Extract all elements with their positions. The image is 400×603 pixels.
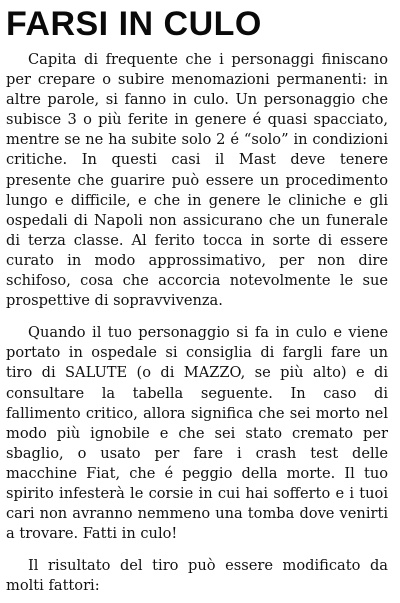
paragraph-injuries-intro: Capita di frequente che i personaggi finiscano per crepare o subire menomazioni permanenti: in altre parole, si fanno in culo. Un personaggio che subisce 3 o più ferite in genere é quasi spacciato, mentre se ne ha subite solo 2 é “solo” in condizioni critiche. In questi casi il Mast deve tenere presente che guarire può essere un procedimento lungo e difficile, e che in genere le cliniche e gli ospedali di Napoli non assicurano che un funerale di terza classe. Al ferito tocca in sorte di essere curato in modo approssimativo, per non dire schifoso, cosa che accorcia notevolmente le sue prospettive di sopravvivenza. [6, 51, 388, 310]
paragraph-hospital-roll: Quando il tuo personaggio si fa in culo e viene portato in ospedale si consiglia di fargli fare un tiro di SALUTE (o di MAZZO, se più alto) e di consultare la tabella seguente. In caso di fallimento critico, allora significa che sei morto nel modo più ignobile e che sei stato cremato per sbaglio, o usato per fare i crash test delle macchine Fiat, che é peggio della morte. Il tuo spirito infesterà le corsie in cui hai sofferto e i tuoi cari non avranno nemmeno una tomba dove venirti a trovare. Fatti in culo! [6, 324, 388, 543]
paragraph-modifiers: Il risultato del tiro può essere modificato da molti fattori: [6, 557, 388, 595]
section-title: FARSI IN CULO [6, 5, 262, 43]
